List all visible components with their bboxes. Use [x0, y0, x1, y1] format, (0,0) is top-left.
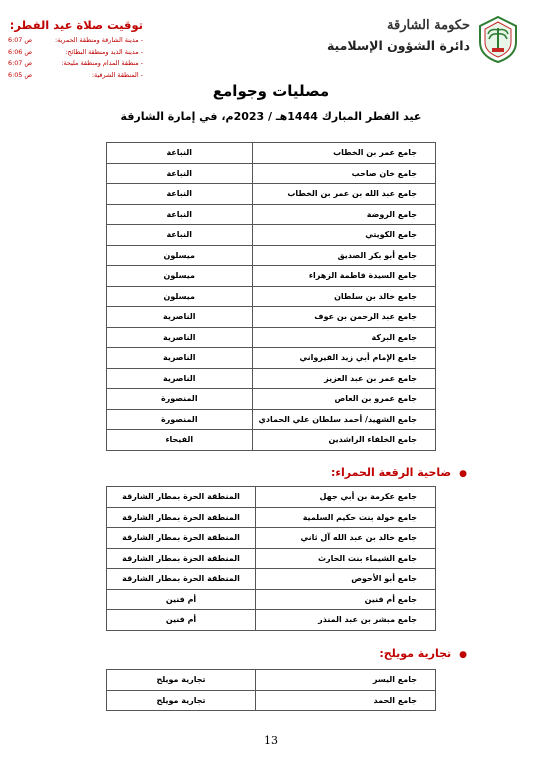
prayer-place: - مدينة الذيد ومنطقة البطائح: — [65, 47, 143, 56]
section-heading — [331, 466, 467, 479]
prayer-place: - مدينة الشارقة ومنطقة الحمرية: — [54, 36, 143, 44]
mosque-name: جامع أبو بكر الصديق — [252, 245, 435, 266]
table-row — [107, 368, 436, 389]
section-heading — [379, 647, 467, 660]
header-logo — [320, 14, 520, 66]
mosque-area: النباعة — [107, 204, 253, 225]
table-row — [107, 286, 436, 307]
mosque-area: المنطقة الحرة بمطار الشارقة — [107, 569, 256, 590]
mosque-name: جامع عبد الله بن عمر بن الخطاب — [252, 184, 435, 205]
prayer-time-row — [8, 47, 143, 59]
mosque-area: المنصورة — [107, 389, 253, 410]
table-row — [107, 610, 436, 631]
mosque-name: جامع الإمام أبي زيد القيرواني — [252, 348, 435, 369]
bullet-icon: ● — [459, 469, 467, 479]
prayer-time-row — [8, 70, 143, 82]
table-row — [107, 204, 436, 225]
mosque-name: جامع أبو الأحوص — [256, 569, 436, 590]
table-row — [107, 348, 436, 369]
mosque-area: المنطقة الحرة بمطار الشارقة — [107, 487, 256, 508]
prayer-time-row — [8, 58, 143, 70]
table-row — [107, 225, 436, 246]
prayer-time: 6:06 ص — [8, 47, 33, 56]
prayer-time-row — [8, 35, 143, 47]
mosque-name: جامع الشهيد/ أحمد سلطان علي الحمادي — [252, 409, 435, 430]
mosque-area: تجارية مويلح — [107, 690, 256, 711]
prayer-place: - المنطقة الشرقية: — [91, 70, 143, 79]
table-row — [107, 430, 436, 451]
mosque-name: جامع عمر بن الخطاب — [252, 143, 435, 164]
table-row — [107, 245, 436, 266]
mosque-area: الناصرية — [107, 368, 253, 389]
table-row — [107, 266, 436, 287]
mosque-area: النباعة — [107, 163, 253, 184]
mosque-area: المنصورة — [107, 409, 253, 430]
mosque-name: جامع خالد بن عبد الله آل ثاني — [256, 528, 436, 549]
table-row — [107, 690, 436, 711]
mosque-name: جامع خولة بنت حكيم السلمية — [256, 507, 436, 528]
mosque-area: ميسلون — [107, 286, 253, 307]
mosque-name: جامع الخلفاء الراشدين — [252, 430, 435, 451]
table-row — [107, 528, 436, 549]
mosque-area: تجارية مويلح — [107, 670, 256, 691]
government-name: حكومة الشارقة — [387, 18, 470, 33]
mosque-area: ميسلون — [107, 266, 253, 287]
mosque-name: جامع عبد الرحمن بن عوف — [252, 307, 435, 328]
table-row — [107, 307, 436, 328]
page-subtitle: عيد الفطر المبارك 1444هـ / 2023م، في إمارة الشارقة — [120, 110, 422, 123]
mosque-name: جامع السيدة فاطمة الزهراء — [252, 266, 435, 287]
mosque-area: أم فنين — [107, 589, 256, 610]
mosque-name: جامع خالد بن سلطان — [252, 286, 435, 307]
prayer-place: - منطقة المدام ومنطقة مليحة: — [61, 59, 143, 67]
mosque-name: جامع الشيماء بنت الحارث — [256, 548, 436, 569]
mosque-name: جامع اليسر — [256, 670, 436, 691]
mosque-name: جامع الحمد — [256, 690, 436, 711]
mosque-area: الناصرية — [107, 327, 253, 348]
table-row — [107, 589, 436, 610]
mosque-name: جامع خان صاحب — [252, 163, 435, 184]
mosque-area: المنطقة الحرة بمطار الشارقة — [107, 528, 256, 549]
table-row — [107, 670, 436, 691]
prayer-times-title: توقيت صلاة عيد الفطر: — [9, 18, 143, 32]
table-row — [107, 548, 436, 569]
page-number: 13 — [264, 734, 278, 747]
table-row — [107, 163, 436, 184]
mosque-area: أم فنين — [107, 610, 256, 631]
mosque-name: جامع مبشر بن عبد المنذر — [256, 610, 436, 631]
mosque-area: الناصرية — [107, 307, 253, 328]
mosque-area: النباعة — [107, 225, 253, 246]
mosques-table — [106, 142, 436, 451]
mosque-name: جامع عكرمة بن أبي جهل — [256, 487, 436, 508]
section-title: ضاحية الرقعة الحمراء: — [330, 466, 452, 479]
table-row — [107, 184, 436, 205]
mosque-name: جامع أم فنين — [256, 589, 436, 610]
mosque-area: المنطقة الحرة بمطار الشارقة — [107, 548, 256, 569]
mosque-name: جامع الكويتي — [252, 225, 435, 246]
table-row — [107, 143, 436, 164]
prayer-time: 6:05 ص — [8, 70, 33, 79]
table-row — [107, 487, 436, 508]
prayer-time: 6:07 ص — [8, 59, 33, 67]
table-row — [107, 507, 436, 528]
mosque-area: الناصرية — [107, 348, 253, 369]
mosque-name: جامع عمرو بن العاص — [252, 389, 435, 410]
section-title: تجارية مويلح: — [379, 647, 452, 660]
mosque-area: المنطقة الحرة بمطار الشارقة — [107, 507, 256, 528]
mosques-table — [106, 486, 436, 631]
mosque-area: النباعة — [107, 184, 253, 205]
mosque-area: ميسلون — [107, 245, 253, 266]
mosque-area: النباعة — [107, 143, 253, 164]
table-row — [107, 389, 436, 410]
table-row — [107, 569, 436, 590]
page-title: مصليات وجوامع — [212, 82, 330, 100]
mosque-name: جامع عمر بن عبد العزيز — [252, 368, 435, 389]
table-row — [107, 327, 436, 348]
bullet-icon: ● — [459, 650, 467, 660]
mosques-table — [106, 669, 436, 711]
table-row — [107, 409, 436, 430]
sharjah-emblem-icon — [476, 14, 520, 64]
mosque-area: الفيحاء — [107, 430, 253, 451]
prayer-times-box — [8, 18, 143, 81]
mosque-name: جامع الروضة — [252, 204, 435, 225]
department-name: دائرة الشؤون الإسلامية — [326, 38, 470, 53]
mosque-name: جامع البركة — [252, 327, 435, 348]
prayer-time: 6:07 ص — [8, 36, 33, 44]
